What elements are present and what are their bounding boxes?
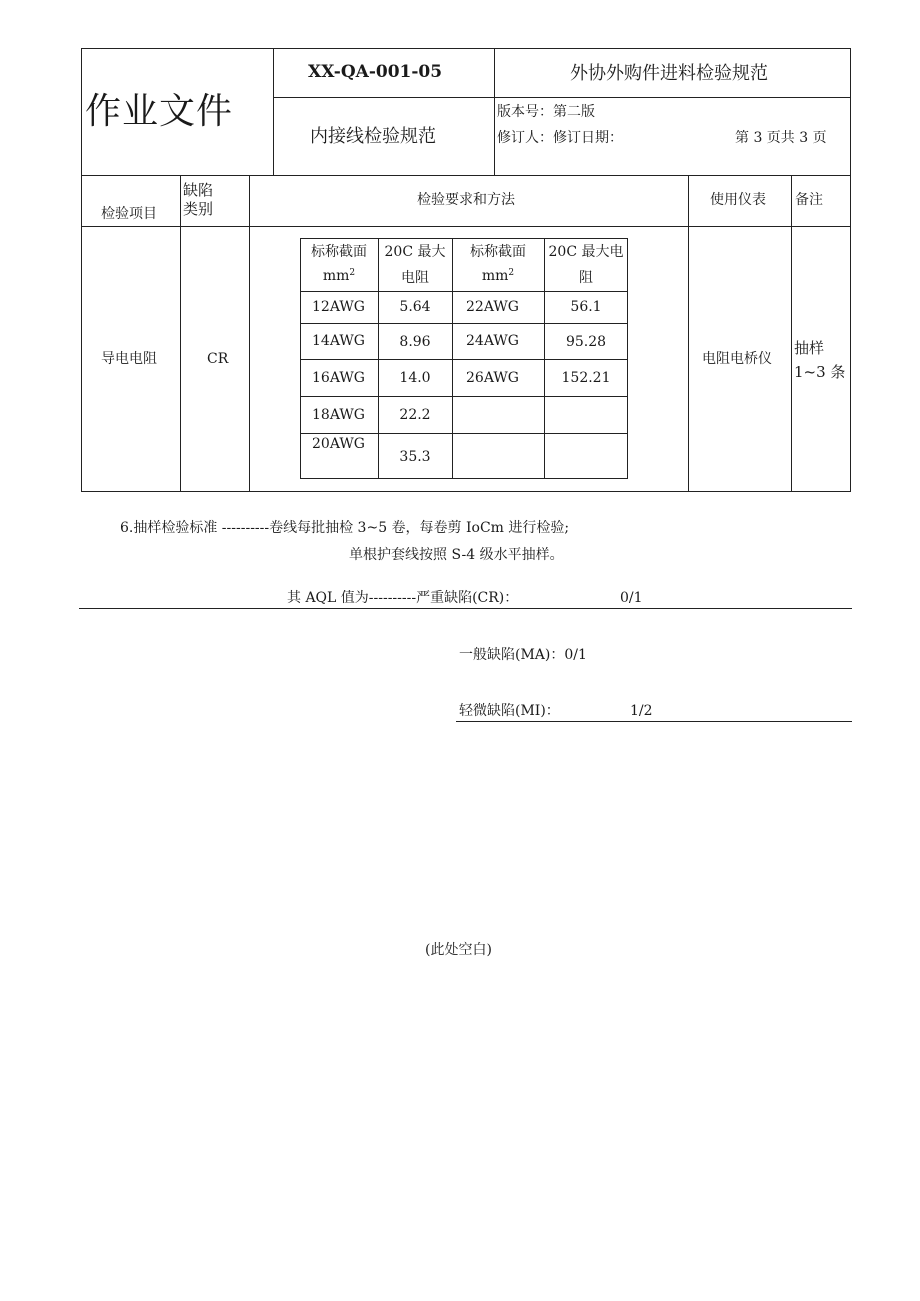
mi-value: 1/2	[630, 703, 653, 719]
header-defect-type: 缺陷类别	[183, 181, 214, 218]
table-cell: 95.28	[565, 334, 607, 350]
table-cell: 16AWG	[312, 370, 365, 386]
table-cell: 18AWG	[312, 407, 365, 423]
table-cell: 12AWG	[312, 299, 365, 315]
table-cell: 35.3	[399, 449, 431, 465]
table-cell: 24AWG	[466, 333, 519, 349]
ma-line: 一般缺陷(MA)：0/1	[459, 647, 587, 663]
col-header-unit: 阻	[579, 270, 593, 286]
table-cell: 5.64	[399, 299, 431, 315]
col-header: 标称截面	[470, 244, 526, 260]
row-defect-type: CR	[207, 351, 229, 367]
doc-type: 作业文件	[85, 91, 234, 132]
aql-line: 其 AQL 值为----------严重缺陷(CR)：	[287, 590, 519, 606]
table-cell: 22AWG	[466, 299, 519, 315]
sub-title: 内接线检验规范	[310, 126, 436, 147]
blank-note: (此处空白)	[425, 942, 492, 958]
row-instrument: 电阻电桥仪	[702, 351, 772, 367]
col-header: 20C 最大	[384, 244, 446, 260]
table-cell: 22.2	[399, 407, 431, 423]
aql-cr-value: 0/1	[620, 590, 643, 606]
header-method: 检验要求和方法	[417, 192, 515, 208]
sampling-line1: 6.抽样检验标准 ----------卷线每批抽检 3~5 卷，每卷剪 IoCm 进行检验;	[120, 520, 570, 536]
table-cell: 14.0	[399, 370, 431, 386]
table-cell: 20AWG	[312, 436, 365, 452]
table-cell: 152.21	[561, 370, 611, 386]
page-number: 第 3 页共 3 页	[735, 130, 827, 146]
table-cell: 14AWG	[312, 333, 365, 349]
row-remark-line1: 抽样	[794, 339, 825, 357]
row-item: 导电电阻	[101, 351, 157, 367]
table-cell: 26AWG	[466, 370, 519, 386]
sampling-line2: 单根护套线按照 S-4 级水平抽样。	[349, 547, 564, 563]
table-cell: 56.1	[570, 299, 602, 315]
header-instrument: 使用仪表	[710, 192, 766, 208]
col-header: 标称截面	[311, 244, 367, 260]
header-remark: 备注	[795, 192, 823, 208]
col-header-unit: $mm^2$	[481, 268, 515, 284]
col-header-unit: 电阻	[401, 270, 429, 286]
table-cell: 8.96	[399, 334, 431, 350]
row-remark-line2: 1~3 条	[794, 363, 846, 381]
header-item: 检验项目	[101, 206, 157, 222]
mi-label: 轻微缺陷(MI)：	[459, 703, 560, 719]
reviser: 修订人：修订日期：	[497, 130, 623, 146]
col-header: 20C 最大电	[548, 244, 624, 260]
doc-title: 外协外购件进料检验规范	[570, 63, 768, 84]
col-header-unit: $mm^2$	[322, 268, 356, 284]
doc-code: XX-QA-001-05	[308, 62, 443, 82]
version: 版本号：第二版	[497, 104, 595, 120]
